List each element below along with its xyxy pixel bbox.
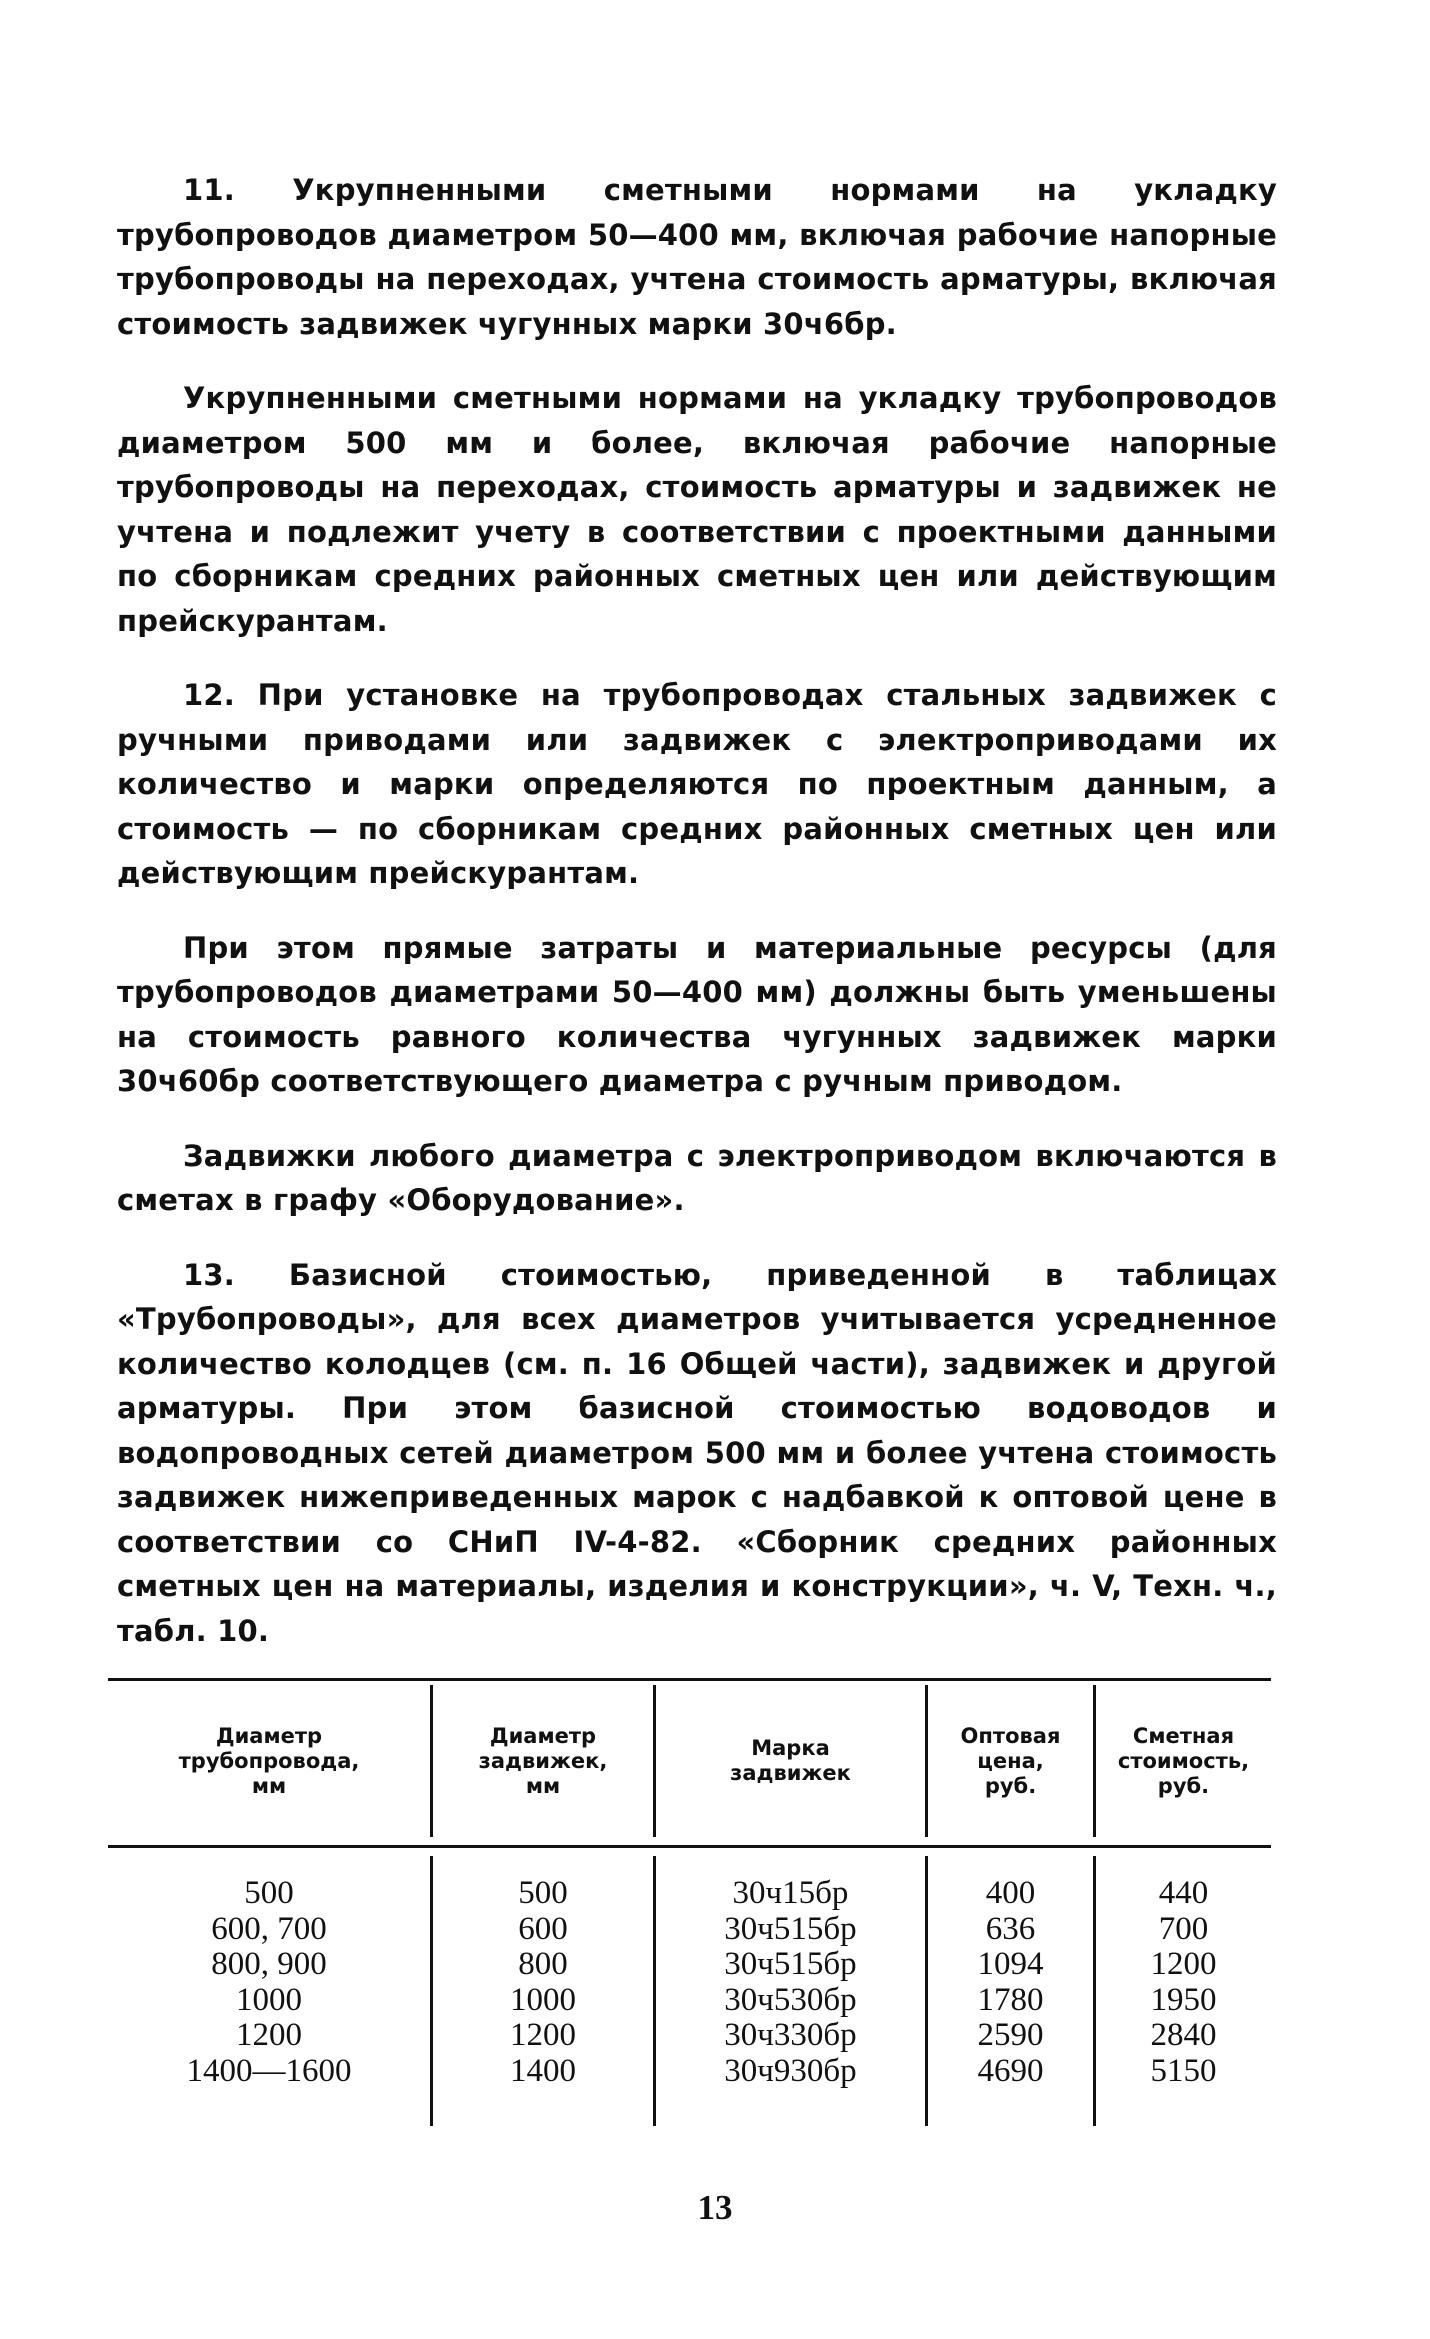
table-cell: 636 <box>985 1910 1036 1947</box>
table-cell: 700 <box>1158 1910 1209 1947</box>
page-number: 13 <box>697 2188 733 2227</box>
table-cell: 30ч930бр <box>724 2052 857 2089</box>
column-valve-diameter <box>433 1876 653 2089</box>
column-wholesale-price <box>928 1876 1093 2089</box>
table-cell: 2590 <box>977 2017 1044 2053</box>
header-valve-diameter: Диаметр задвижек, мм <box>478 1723 608 1798</box>
column-valve-mark <box>656 1876 925 2089</box>
table-cell: 1780 <box>977 1981 1044 2018</box>
column-pipe-diameter <box>108 1876 430 2089</box>
table-cell: 1000 <box>510 1981 576 2018</box>
table-cell: 600, 700 <box>211 1910 327 1947</box>
table-cell: 2840 <box>1150 2017 1217 2053</box>
table-cell: 1000 <box>236 1981 302 2018</box>
table-cell: 500 <box>518 1875 568 1911</box>
table-header-rule <box>108 1845 1271 1848</box>
header-wholesale-price: Оптовая цена, руб. <box>960 1723 1061 1798</box>
column-estimated-cost <box>1096 1876 1271 2089</box>
table-cell: 440 <box>1158 1875 1209 1911</box>
table-cell: 1094 <box>977 1946 1044 1982</box>
body-text <box>117 168 1277 1653</box>
table-cell: 800 <box>518 1946 568 1982</box>
table-cell: 30ч530бр <box>724 1981 857 2018</box>
table-cell: 1200 <box>1150 1946 1217 1982</box>
table-cell: 1200 <box>236 2017 302 2053</box>
table-cell: 30ч515бр <box>724 1910 857 1947</box>
table-cell: 30ч515бр <box>724 1946 857 1982</box>
paragraph-11-continued: Укрупненными сметными нормами на укладку трубопроводов диаметром 500 мм и более, включая рабочие напорные трубопроводы на переходах, стоимость арматуры и задвижек не учтена и подлежит учету в соответствии с проектными данными по сборникам средних районных сметных цен или действующим прейскурантам. <box>117 381 1277 638</box>
table-cell: 1950 <box>1150 1981 1217 2018</box>
table-cell: 600 <box>518 1910 568 1947</box>
paragraph-12-direct-costs: При этом прямые затраты и материальные ресурсы (для трубопроводов диаметрами 50—400 мм) должны быть уменьшены на стоимость равного количества чугунных задвижек марки 30ч60бр соответствующего диаметра с ручным приводом. <box>117 930 1277 1098</box>
paragraph-13: 13. Базисной стоимостью, приведенной в таблицах «Трубопроводы», для всех диаметров учитывается усредненное количество колодцев (см. п. 16 Общей части), задвижек и другой арматуры. При этом базисной стоимостью водоводов и водопроводных сетей диаметром 500 мм и более учтена стоимость задвижек нижеприведенных марок с надбавкой к оптовой цене в соответствии со СНиП IV-4-82. «Сборник средних районных сметных цен на материалы, изделия и конструкции», ч. V, Техн. ч., табл. 10. <box>117 1257 1277 1648</box>
valve-price-table <box>108 1678 1271 2140</box>
table-top-rule <box>108 1678 1271 1681</box>
header-valve-mark: Марка задвижек <box>730 1736 851 1785</box>
table-cell: 500 <box>244 1875 294 1911</box>
table-cell: 400 <box>985 1875 1036 1911</box>
header-pipe-diameter: Диаметр трубопровода, мм <box>178 1723 360 1798</box>
paragraph-11: 11. Укрупненными сметными нормами на укладку трубопроводов диаметром 50—400 мм, включая рабочие напорные трубопроводы на переходах, учтена стоимость арматуры, включая стоимость задвижек чугунных марки 30ч6бр. <box>117 173 1277 341</box>
paragraph-12: 12. При установке на трубопроводах стальных задвижек с ручными приводами или задвижек с электроприводами их количество и марки определяются по проектным данным, а стоимость — по сборникам средних районных сметных цен или действующим прейскурантам. <box>117 678 1277 890</box>
table-cell: 1200 <box>510 2017 576 2053</box>
table-cell: 30ч15бр <box>732 1875 849 1911</box>
table-cell: 5150 <box>1150 2052 1217 2089</box>
table-cell: 30ч330бр <box>724 2017 857 2053</box>
table-cell: 4690 <box>977 2052 1044 2089</box>
table-cell: 1400 <box>510 2052 576 2089</box>
table-cell: 1400—1600 <box>186 2052 352 2089</box>
paragraph-12-equipment: Задвижки любого диаметра с электроприводом включаются в сметах в графу «Оборудование». <box>117 1138 1277 1217</box>
table-cell: 800, 900 <box>211 1946 327 1982</box>
header-estimated-cost: Сметная стоимость, руб. <box>1117 1723 1250 1798</box>
